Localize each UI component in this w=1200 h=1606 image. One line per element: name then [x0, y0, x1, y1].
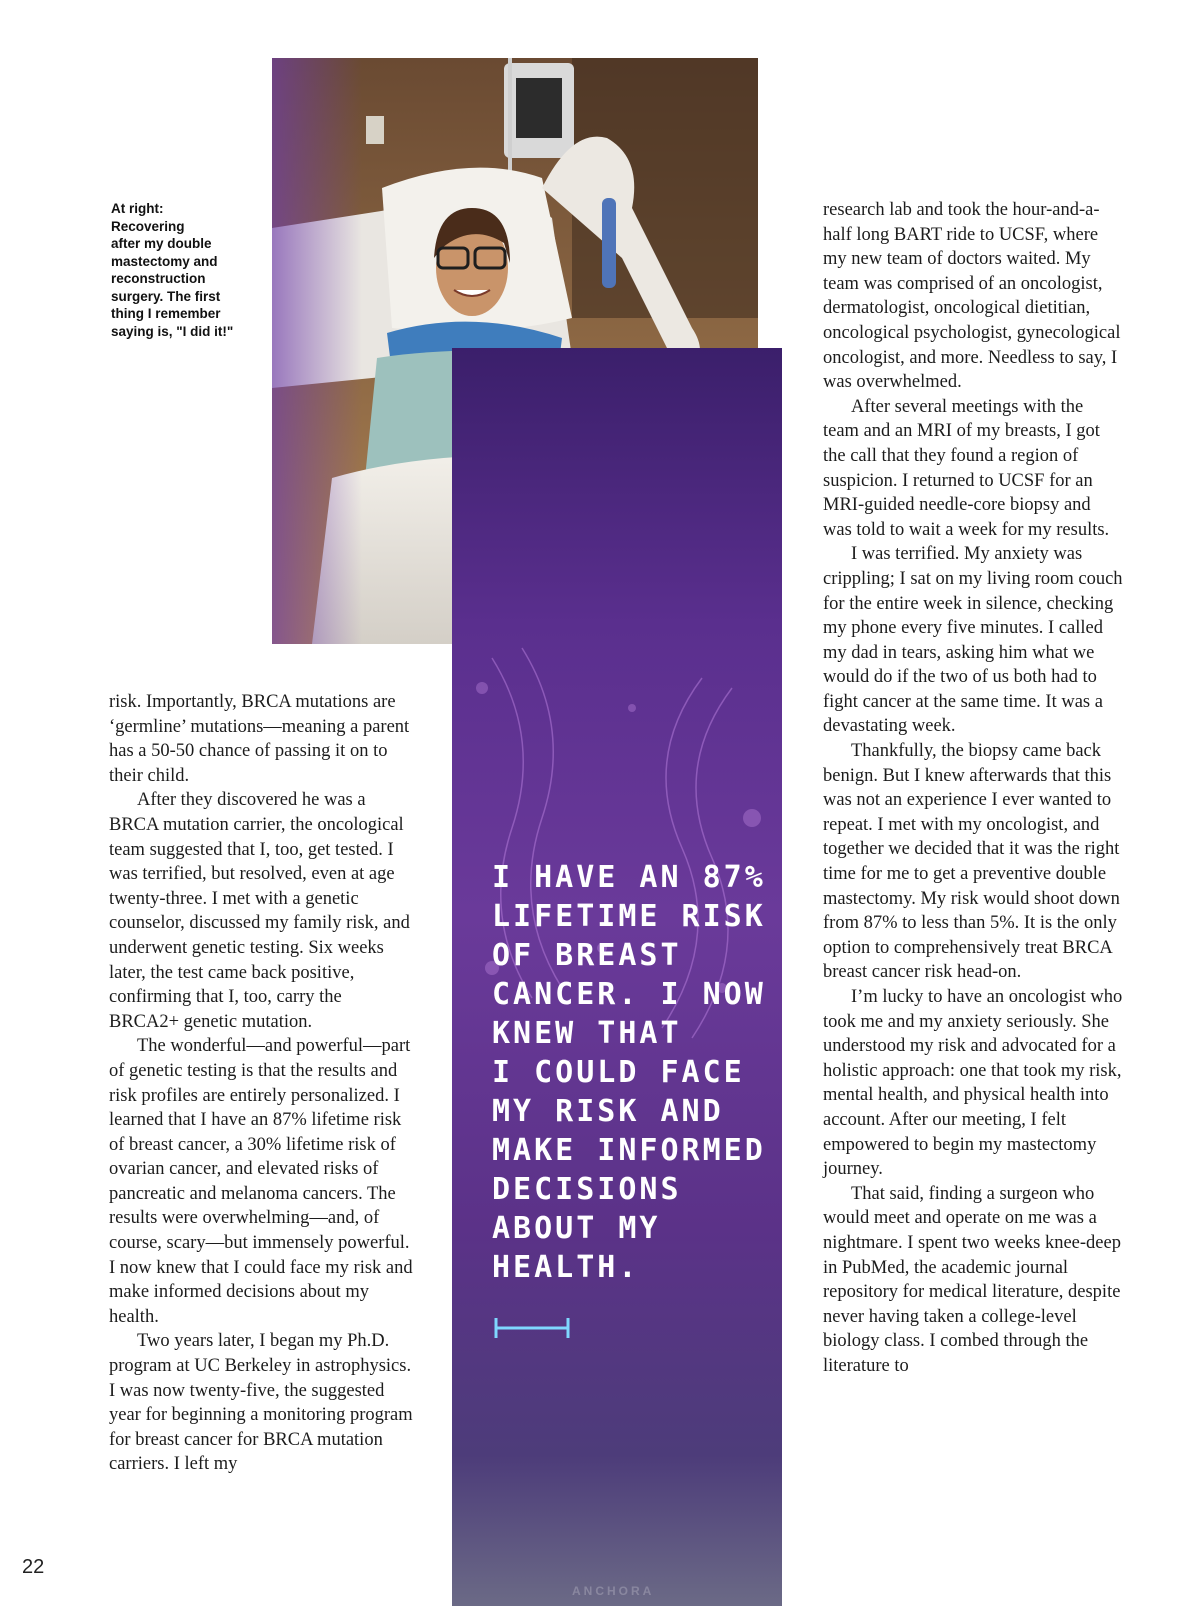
page-number: 22	[22, 1556, 45, 1578]
body-paragraph: risk. Importantly, BRCA mutations are ‘germline’ mutations—meaning a parent has a 50-50 chance of passing it on to their child.	[109, 692, 410, 786]
caption-line: surgery. The first	[111, 288, 221, 304]
pull-quote-line: I HAVE AN 87%	[492, 860, 766, 895]
pull-quote-line: MAKE INFORMED	[492, 1133, 766, 1168]
body-paragraph: After they discovered he was a BRCA mutation carrier, the oncological team suggested that I, too, get tested. I was terrified, but resolved, even at age twenty-three. I met with a genetic counselor, discussed my family risk, and underwent genetic testing. Six weeks later, the test came back positive, confirming that I, too, carry the BRCA2+ genetic mutation.	[109, 790, 410, 1032]
body-paragraph: The wonderful—and powerful—part of genetic testing is that the results and risk profiles are entirely personalized. I learned that I have an 87% lifetime risk of breast cancer, a 30% lifetime risk of ovarian cancer, and elevated risks of pancreatic and melanoma cancers. The results were overwhelming—and, of course, scary—but immensely powerful. I now knew that I could face my risk and make informed decisions about my health.	[109, 1036, 413, 1327]
pull-quote-line: MY RISK AND	[492, 1094, 724, 1129]
body-paragraph: I’m lucky to have an oncologist who took me and my anxiety seriously. She understood my risk and advocated for a holistic approach: one that took my risk, mental health, and physical health into account. After our meeting, I felt empowered to begin my mastectomy journey.	[823, 987, 1123, 1180]
pull-quote-line: KNEW THAT	[492, 1016, 682, 1051]
body-paragraph: I was terrified. My anxiety was crippling; I sat on my living room couch for the entire week in silence, checking my phone every five minutes. I called my dad in tears, asking him what we would do if the two of us both had to fight cancer at the same time. It was a devastating week.	[823, 544, 1123, 737]
pull-quote-line: LIFETIME RISK	[492, 899, 766, 934]
pull-quote-line: OF BREAST	[492, 938, 682, 973]
caption-line: saying is, "I did it!"	[111, 323, 234, 339]
body-paragraph: Two years later, I began my Ph.D. program at UC Berkeley in astrophysics. I was now twenty-five, the suggested year for beginning a monitoring program for breast cancer for BRCA mutation carriers. I left my	[109, 1331, 413, 1475]
pull-quote-line: I COULD FACE	[492, 1055, 745, 1090]
photo-caption	[111, 200, 261, 340]
left-body-column	[109, 690, 414, 1477]
body-paragraph: That said, finding a surgeon who would meet and operate on me was a nightmare. I spent two weeks knee-deep in PubMed, the academic journal repository for medical literature, despite never having taken a college-level biology class. I combed through the literature to	[823, 1183, 1121, 1376]
pull-quote-line: ABOUT MY	[492, 1211, 661, 1246]
caption-line: after my double	[111, 236, 212, 251]
caption-line: At right:	[111, 201, 164, 216]
pull-quote	[492, 858, 772, 1287]
caption-line: reconstruction	[111, 271, 206, 286]
body-paragraph: research lab and took the hour-and-a-half long BART ride to UCSF, where my new team of doctors waited. My team was comprised of an oncologist, dermatologist, oncological dietitian, oncological psychologist, gynecological oncologist, and more. Needless to say, I was overwhelmed.	[823, 200, 1121, 393]
bracket-decoration-icon	[493, 1316, 571, 1340]
body-paragraph: Thankfully, the biopsy came back benign. But I knew afterwards that this was not an experience I ever wanted to repeat. I met with my oncologist, and together we decided that it was the right time for me to get a preventive double mastectomy. My risk would shoot down from 87% to less than 5%. It is the only option to comprehensively treat BRCA breast cancer risk head-on.	[823, 741, 1120, 983]
pull-quote-line: DECISIONS	[492, 1172, 682, 1207]
caption-line: mastectomy and	[111, 253, 218, 269]
pull-quote-line: HEALTH.	[492, 1250, 640, 1285]
right-body-column	[823, 198, 1123, 1379]
pull-quote-line: CANCER. I NOW	[492, 977, 766, 1012]
magazine-mark: ANCHORA	[572, 1584, 655, 1598]
caption-line: thing I remember	[111, 306, 221, 321]
body-paragraph: After several meetings with the team and an MRI of my breasts, I got the call that they found a region of suspicion. I returned to UCSF for an MRI-guided needle-core biopsy and was told to wait a week for my results.	[823, 396, 1110, 540]
caption-line: Recovering	[111, 218, 185, 234]
